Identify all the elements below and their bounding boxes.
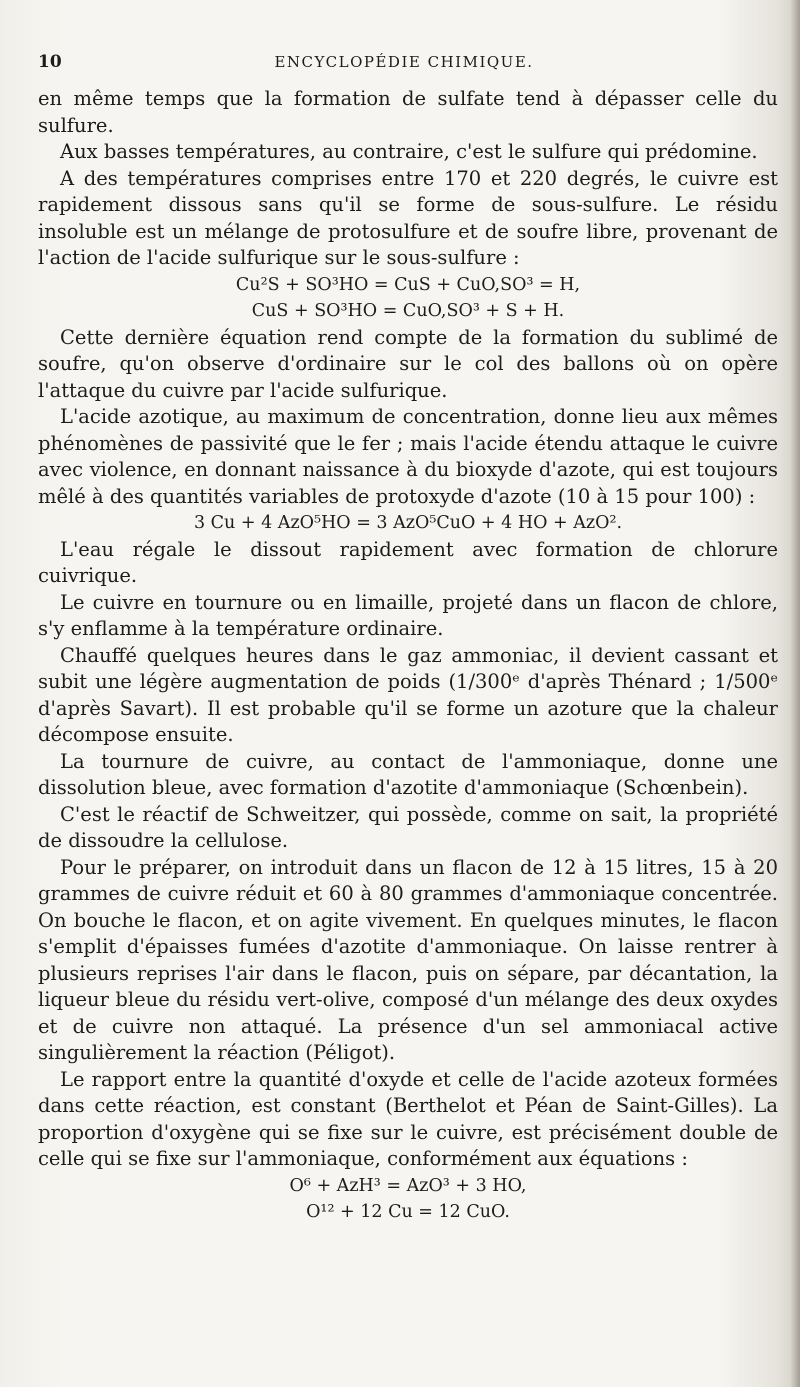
paragraph: en même temps que la formation de sulfate tend à dépasser celle du sulfure. bbox=[38, 87, 778, 137]
equation: O¹² + 12 Cu = 12 CuO. bbox=[306, 1202, 510, 1222]
equation: Cu²S + SO³HO = CuS + CuO,SO³ = H, bbox=[235, 274, 581, 295]
equation: O⁶ + AzH³ = AzO³ + 3 HO, bbox=[289, 1175, 527, 1196]
paragraph: Aux basses températures, au contraire, c'est le sulfure qui prédomine. bbox=[60, 140, 758, 163]
page-header bbox=[38, 52, 770, 76]
paragraph: C'est le réactif de Schweitzer, qui possède, comme on sait, la propriété de dissoudre la cellulose. bbox=[38, 802, 778, 852]
paragraph: L'acide azotique, au maximum de concentration, donne lieu aux mêmes phénomènes de passivité que le fer ; mais l'acide étendu attaque le cuivre avec violence, en donnant naissance à du bioxyde d'azote, qui est toujours mêlé à des quantités variables de protoxyde d'azote (10 à 15 pour 100) : bbox=[38, 405, 778, 508]
page-body bbox=[38, 86, 778, 1226]
equation-block bbox=[38, 272, 778, 325]
paragraph: A des températures comprises entre 170 et 220 degrés, le cuivre est rapidement dissous sans qu'il se forme de sous-sulfure. Le résidu insoluble est un mélange de protosulfure et de soufre libre, provenant de l'action de l'acide sulfurique sur le sous-sulfure : bbox=[38, 166, 778, 269]
equation-block bbox=[38, 1173, 778, 1226]
paragraph: Pour le préparer, on introduit dans un flacon de 12 à 15 litres, 15 à 20 grammes de cuivre réduit et 60 à 80 grammes d'ammoniaque concentrée. On bouche le flacon, et on agite vivement. En quelques minutes, le flacon s'emplit d'épaisses fumées d'azotite d'ammoniaque. On laisse rentrer à plusieurs reprises l'air dans le flacon, puis on sépare, par décantation, la liqueur bleue du résidu vert-olive, composé d'un mélange des deux oxydes et de cuivre non attaqué. La présence d'un sel ammoniacal active singulièrement la réaction (Péligot). bbox=[38, 855, 778, 1064]
running-title: ENCYCLOPÉDIE CHIMIQUE. bbox=[274, 53, 534, 71]
paragraph: L'eau régale le dissout rapidement avec formation de chlorure cuivrique. bbox=[38, 537, 778, 587]
paragraph: Cette dernière équation rend compte de la formation du sublimé de soufre, qu'on observe d'ordinaire sur le col des ballons où on opère l'attaque du cuivre par l'acide sulfurique. bbox=[38, 325, 778, 402]
equation: 3 Cu + 4 AzO⁵HO = 3 AzO⁵CuO + 4 HO + AzO². bbox=[193, 513, 623, 533]
page-edge-shadow bbox=[790, 0, 800, 1387]
paragraph: La tournure de cuivre, au contact de l'ammoniaque, donne une dissolution bleue, avec formation d'azotite d'ammoniaque (Schœnbein). bbox=[38, 749, 778, 799]
equation: CuS + SO³HO = CuO,SO³ + S + H. bbox=[251, 301, 565, 321]
paragraph: Le rapport entre la quantité d'oxyde et celle de l'acide azoteux formées dans cette réaction, est constant (Berthelot et Péan de Saint-Gilles). La proportion d'oxygène qui se fixe sur le cuivre, est précisément double de celle qui se fixe sur l'ammoniaque, conformément aux équations : bbox=[38, 1067, 778, 1170]
paragraph: Le cuivre en tournure ou en limaille, projeté dans un flacon de chlore, s'y enflamme à la température ordinaire. bbox=[38, 590, 778, 640]
paragraph: Chauffé quelques heures dans le gaz ammoniac, il devient cassant et subit une légère augmentation de poids (1/300ᵉ d'après Thénard ; 1/500ᵉ d'après Savart). Il est probable qu'il se forme un azoture que la chaleur décompose ensuite. bbox=[38, 643, 778, 746]
equation-block bbox=[38, 510, 778, 537]
page-number: 10 bbox=[38, 52, 62, 72]
